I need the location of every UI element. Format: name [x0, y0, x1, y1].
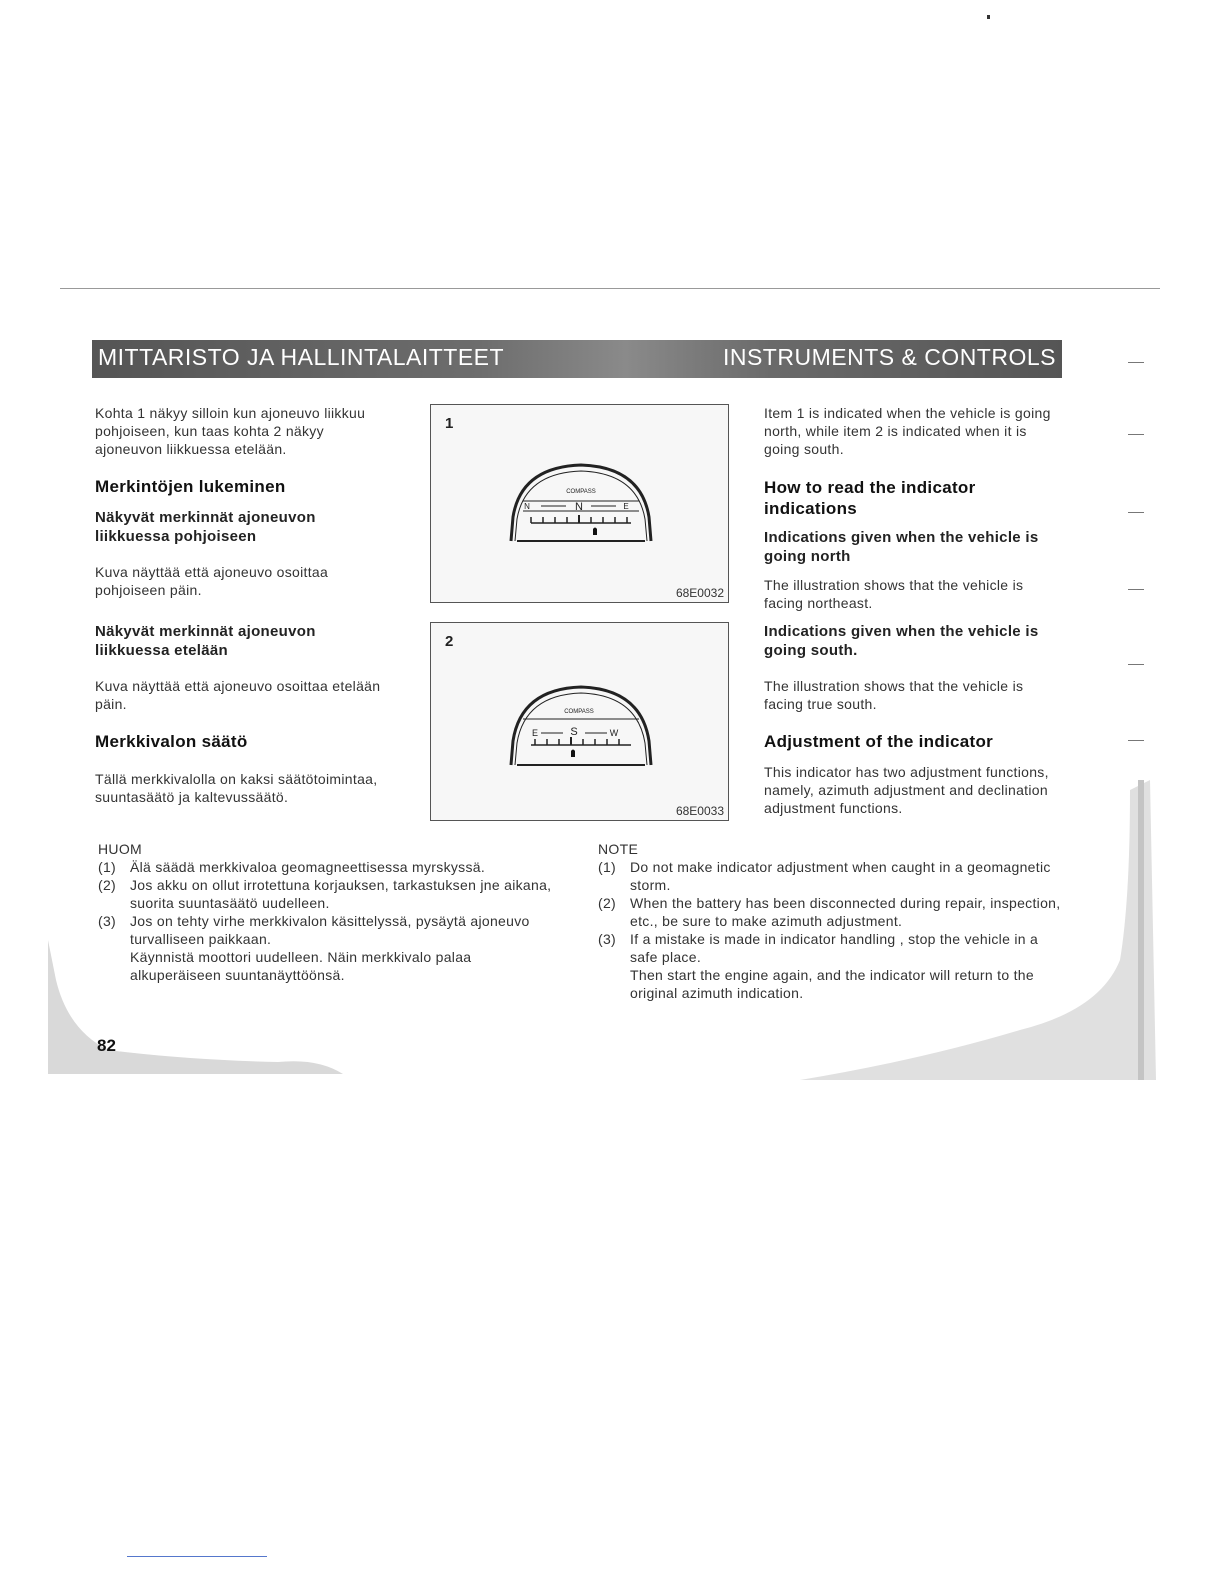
finnish-north-text: Kuva näyttää että ajoneuvo osoittaa pohjoiseen päin. — [95, 564, 329, 598]
note-item-number: (3) — [598, 931, 617, 947]
compass-left-letter: E — [531, 728, 539, 738]
finnish-south-text: Kuva näyttää että ajoneuvo osoittaa etelään päin. — [95, 678, 381, 712]
note-item-text: If a mistake is made in indicator handling , stop the vehicle in a safe place. — [630, 931, 1039, 965]
figure-1-number: 1 — [445, 415, 454, 432]
compass-label: COMPASS — [564, 709, 594, 715]
english-south-text: The illustration shows that the vehicle is facing true south. — [764, 678, 1024, 712]
figure-2-number: 2 — [445, 633, 454, 650]
huom-item-text-continued: Käynnistä moottori uudelleen. Näin merkkivalo palaa alkuperäiseen suuntanäyttöönsä. — [130, 949, 472, 983]
finnish-heading-adjust: Merkkivalon säätö — [95, 732, 248, 751]
english-heading-adjust: Adjustment of the indicator — [764, 732, 994, 751]
compass-center-letter: S — [570, 726, 578, 738]
finnish-section-title: MITTARISTO JA HALLINTALAITTEET — [98, 344, 505, 370]
finnish-heading-read: Merkintöjen lukeminen — [95, 477, 286, 496]
finnish-adjust-text: Tällä merkkivalolla on kaksi säätötoimintaa, suuntasäätö ja kaltevussäätö. — [95, 771, 378, 805]
note-item-number: (1) — [598, 859, 617, 875]
huom-item-number: (2) — [98, 877, 117, 893]
bottom-link-line — [127, 1556, 267, 1557]
english-sub-north: Indications given when the vehicle is going north — [764, 529, 1039, 565]
scan-shadow-left — [48, 940, 348, 1080]
english-intro: Item 1 is indicated when the vehicle is going north, while item 2 is indicated when it is going south. — [764, 405, 1051, 457]
huom-item — [98, 858, 563, 876]
top-rule — [60, 288, 1160, 289]
english-north-text: The illustration shows that the vehicle is facing northeast. — [764, 577, 1024, 611]
compass-right-letter: W — [609, 728, 619, 738]
scan-shadow-right — [800, 780, 1160, 1090]
note-title: NOTE — [598, 841, 639, 857]
note-item-text: When the battery has been disconnected during repair, inspection, etc., be sure to make azimuth adjustment. — [630, 895, 1061, 929]
finnish-intro: Kohta 1 näkyy silloin kun ajoneuvo liikkuu pohjoiseen, kun taas kohta 2 näkyy ajoneuvon liikkuessa etelään. — [95, 405, 366, 457]
huom-item-number: (3) — [98, 913, 117, 929]
section-banner — [92, 340, 1062, 378]
english-sub-south: Indications given when the vehicle is going south. — [764, 623, 1039, 659]
huom-item — [98, 876, 563, 912]
compass-right-letter: E — [623, 502, 629, 511]
compass-north-illustration — [431, 405, 728, 602]
note-item-text-continued: Then start the engine again, and the indicator will return to the original azimuth indication. — [630, 967, 1034, 1001]
page-number: 82 — [97, 1036, 116, 1055]
english-adjust-text: This indicator has two adjustment functions, namely, azimuth adjustment and declination adjustment functions. — [764, 764, 1049, 816]
english-heading-read: How to read the indicator indications — [764, 478, 976, 518]
compass-center-letter: N — [575, 501, 583, 513]
note-item-text: Do not make indicator adjustment when caught in a geomagnetic storm. — [630, 859, 1051, 893]
finnish-sub-south: Näkyvät merkinnät ajoneuvon liikkuessa etelään — [95, 623, 316, 659]
huom-item-text: Jos on tehty virhe merkkivalon käsittelyssä, pysäytä ajoneuvo turvalliseen paikkaan. — [130, 913, 530, 947]
top-dot — [987, 15, 990, 19]
compass-label: COMPASS — [566, 489, 596, 495]
figure-2-code: 68E0033 — [675, 804, 724, 818]
compass-south-illustration — [431, 623, 728, 820]
figure-1-code: 68E0032 — [675, 586, 724, 600]
figure-2 — [430, 622, 729, 821]
huom-item-text: Älä säädä merkkivaloa geomagneettisessa myrskyssä. — [130, 859, 486, 875]
english-section-title: INSTRUMENTS & CONTROLS — [722, 344, 1056, 370]
finnish-sub-north: Näkyvät merkinnät ajoneuvon liikkuessa pohjoiseen — [95, 509, 316, 545]
note-item-number: (2) — [598, 895, 617, 911]
figure-1 — [430, 404, 729, 603]
huom-item-text: Jos akku on ollut irrotettuna korjauksen, tarkastuksen jne aikana, suorita suuntasäätö uudelleen. — [130, 877, 552, 911]
compass-left-letter: N — [524, 502, 530, 511]
huom-item-number: (1) — [98, 859, 117, 875]
huom-title: HUOM — [98, 841, 142, 857]
